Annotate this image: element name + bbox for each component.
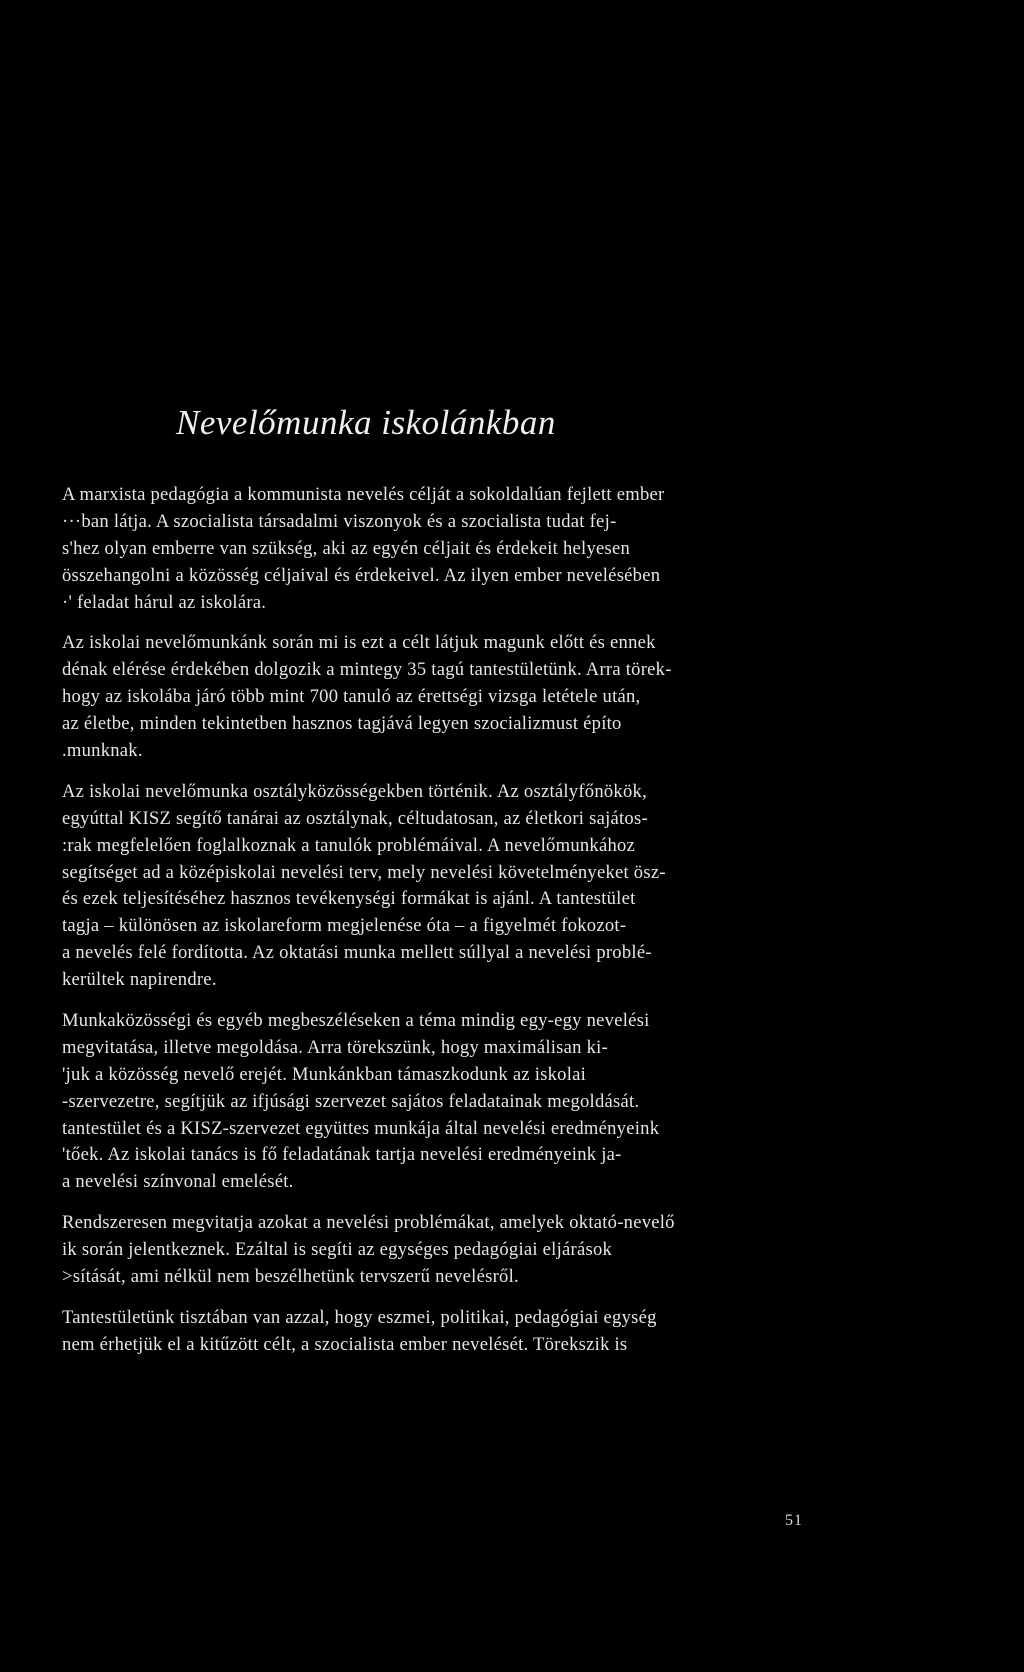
text-line: a nevelés felé fordította. Az oktatási munka mellett súllyal a nevelési problé-: [62, 942, 652, 964]
text-line: ik során jelentkeznek. Ezáltal is segíti az egységes pedagógiai eljárások: [62, 1239, 613, 1261]
paragraph: [62, 1008, 822, 1196]
text-line: :rak megfelelően foglalkoznak a tanulók problémáival. A nevelőmunkához: [62, 834, 636, 856]
text-line: és ezek teljesítéséhez hasznos tevékenységi formákat is ajánl. A tantestület: [62, 888, 636, 910]
text-line: Rendszeresen megvitatja azokat a nevelési problémákat, amelyek oktató-nevelő: [62, 1212, 675, 1234]
text-line: az életbe, minden tekintetben hasznos tagjává legyen szocializmust építo: [62, 713, 622, 735]
text-line: összehangolni a közösség céljaival és érdekeivel. Az ilyen ember nevelésében: [62, 564, 661, 586]
body-text: [62, 482, 822, 1359]
text-line: ···ban látja. A szocialista társadalmi viszonyok és a szocialista tudat fej-: [62, 510, 617, 532]
text-line: Az iskolai nevelőmunkánk során mi is ezt a célt látjuk magunk előtt és ennek: [62, 632, 656, 654]
text-line: a nevelési színvonal emelését.: [62, 1171, 294, 1193]
text-line: s'hez olyan emberre van szükség, aki az egyén céljait és érdekeit helyesen: [62, 537, 631, 559]
paragraph: [62, 1305, 822, 1359]
text-line: kerültek napirendre.: [62, 969, 217, 991]
text-line: -szervezetre, segítjük az ifjúsági szervezet sajátos feladatainak megoldását.: [62, 1090, 640, 1112]
page-title: Nevelőmunka iskolánkban: [176, 403, 556, 442]
page-number: 51: [785, 1512, 803, 1529]
text-line: megvitatása, illetve megoldása. Arra törekszünk, hogy maximálisan ki-: [62, 1036, 608, 1058]
paragraph: [62, 779, 822, 994]
text-line: >sítását, ami nélkül nem beszélhetünk tervszerű nevelésről.: [62, 1266, 519, 1288]
text-line: Tantestületünk tisztában van azzal, hogy eszmei, politikai, pedagógiai egység: [62, 1306, 657, 1328]
text-line: tantestület és a KISZ-szervezet együttes munkája által nevelési eredményeink: [62, 1117, 660, 1139]
text-line: ·' feladat hárul az iskolára.: [62, 591, 267, 613]
paragraph: [62, 482, 822, 616]
text-line: .munknak.: [62, 740, 143, 762]
text-line: segítséget ad a középiskolai nevelési terv, mely nevelési követelményeket ösz-: [62, 861, 666, 883]
text-line: hogy az iskolába járó több mint 700 tanuló az érettségi vizsga letétele után,: [62, 686, 641, 708]
text-line: A marxista pedagógia a kommunista nevelés célját a sokoldalúan fejlett ember: [62, 484, 665, 505]
text-line: 'tőek. Az iskolai tanács is fő feladatának tartja nevelési eredményeink ja-: [62, 1144, 622, 1166]
text-line: tagja – különösen az iskolareform megjelenése óta – a figyelmét fokozot-: [62, 915, 627, 937]
text-line: nem érhetjük el a kitűzött célt, a szocialista ember nevelését. Törekszik is: [62, 1333, 628, 1355]
paragraph: [62, 1210, 822, 1291]
text-line: Munkaközösségi és egyéb megbeszéléseken a téma mindig egy-egy nevelési: [62, 1010, 650, 1032]
text-line: dénak elérése érdekében dolgozik a mintegy 35 tagú tantestületünk. Arra törek-: [62, 659, 672, 681]
text-line: 'juk a közösség nevelő erejét. Munkánkban támaszkodunk az iskolai: [62, 1063, 587, 1085]
paragraph: [62, 630, 822, 764]
text-line: egyúttal KISZ segítő tanárai az osztálynak, céltudatosan, az életkori sajátos-: [62, 807, 648, 829]
text-line: Az iskolai nevelőmunka osztályközösségekben történik. Az osztályfőnökök,: [62, 780, 647, 802]
